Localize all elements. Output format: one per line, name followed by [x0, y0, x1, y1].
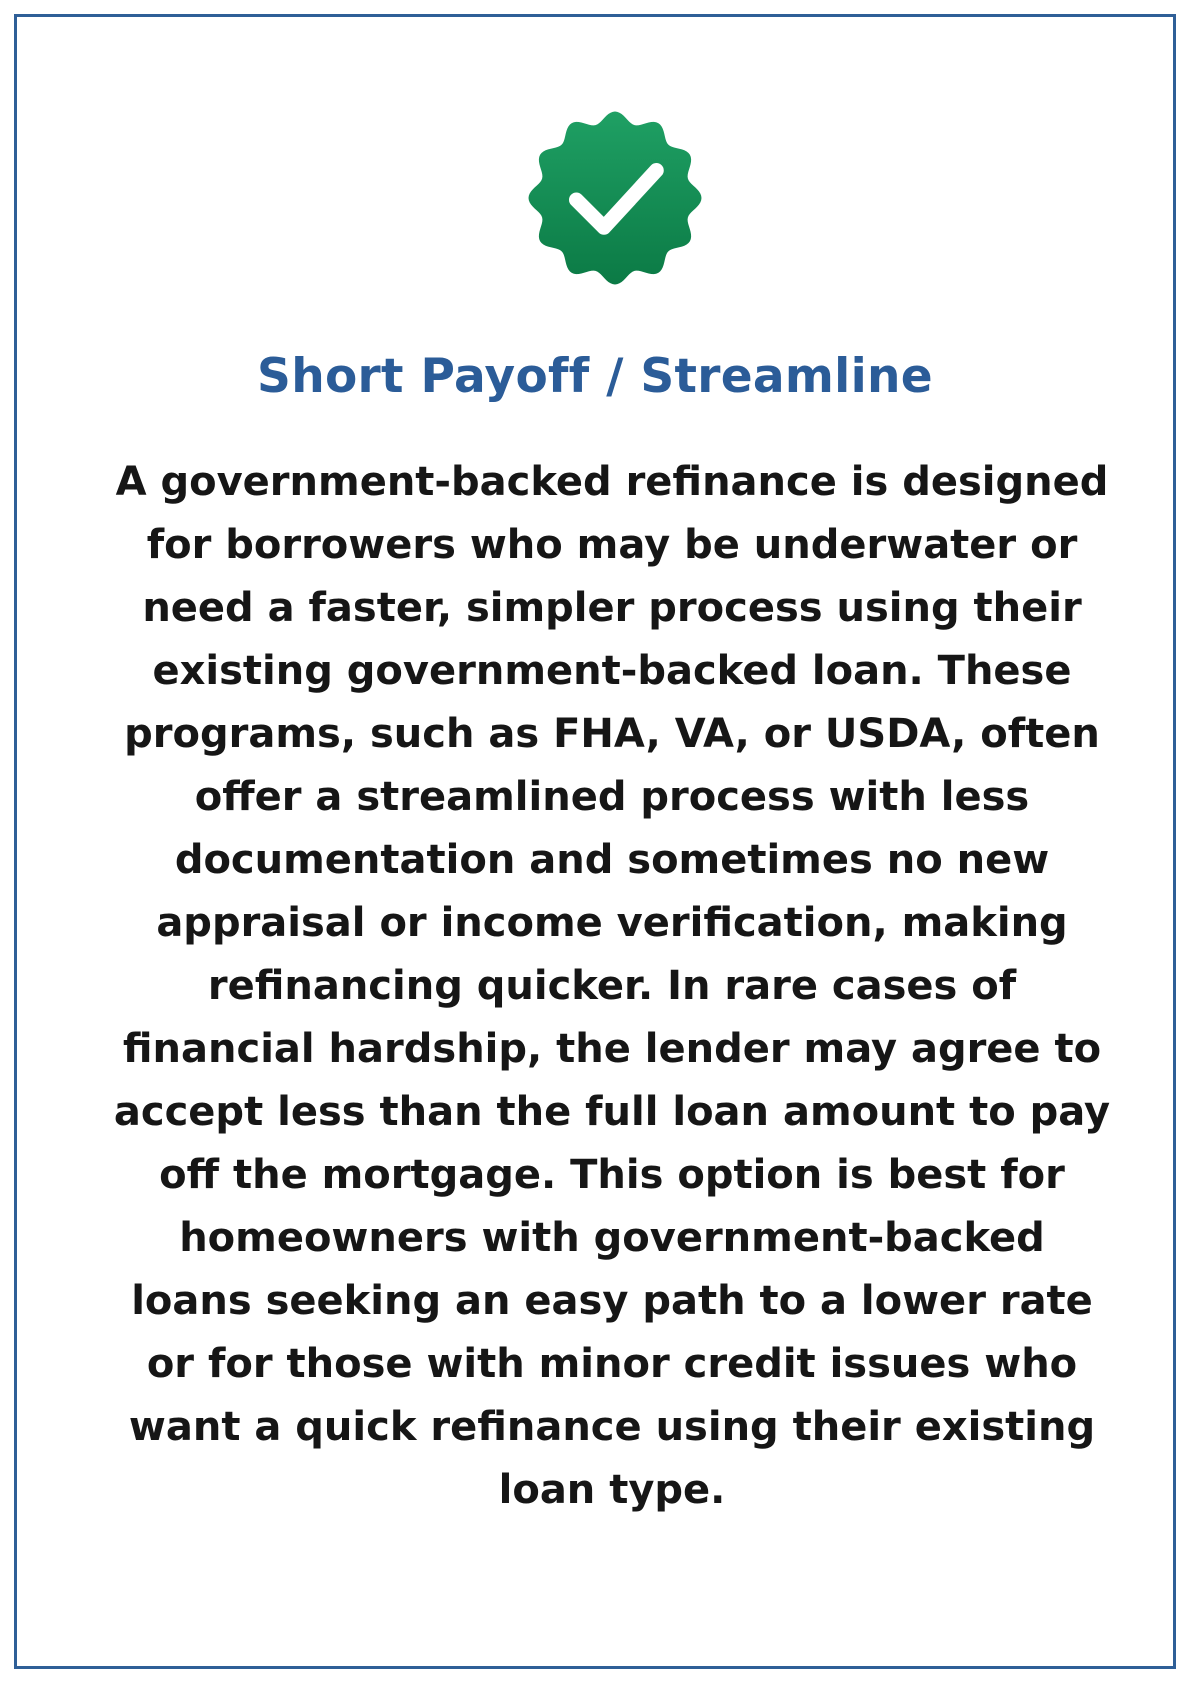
check-badge-icon [523, 106, 707, 290]
info-card [14, 14, 1176, 1669]
card-description: A government-backed refinance is designed for borrowers who may be underwater or need a faster, simpler process using their existing government-backed loan. These programs, such as FHA, VA, or USDA, often offer a streamlined process with less documentation and sometimes no new appraisal or income verification, making refinancing quicker. In rare cases of financial hardship, the lender may agree to accept less than the full loan amount to pay off the mortgage. This option is best for homeowners with government-backed loans seeking an easy path to a lower rate or for those with minor credit issues who want a quick refinance using their existing loan type. [113, 459, 1111, 1513]
card-title: Short Payoff / Streamline [257, 349, 933, 404]
